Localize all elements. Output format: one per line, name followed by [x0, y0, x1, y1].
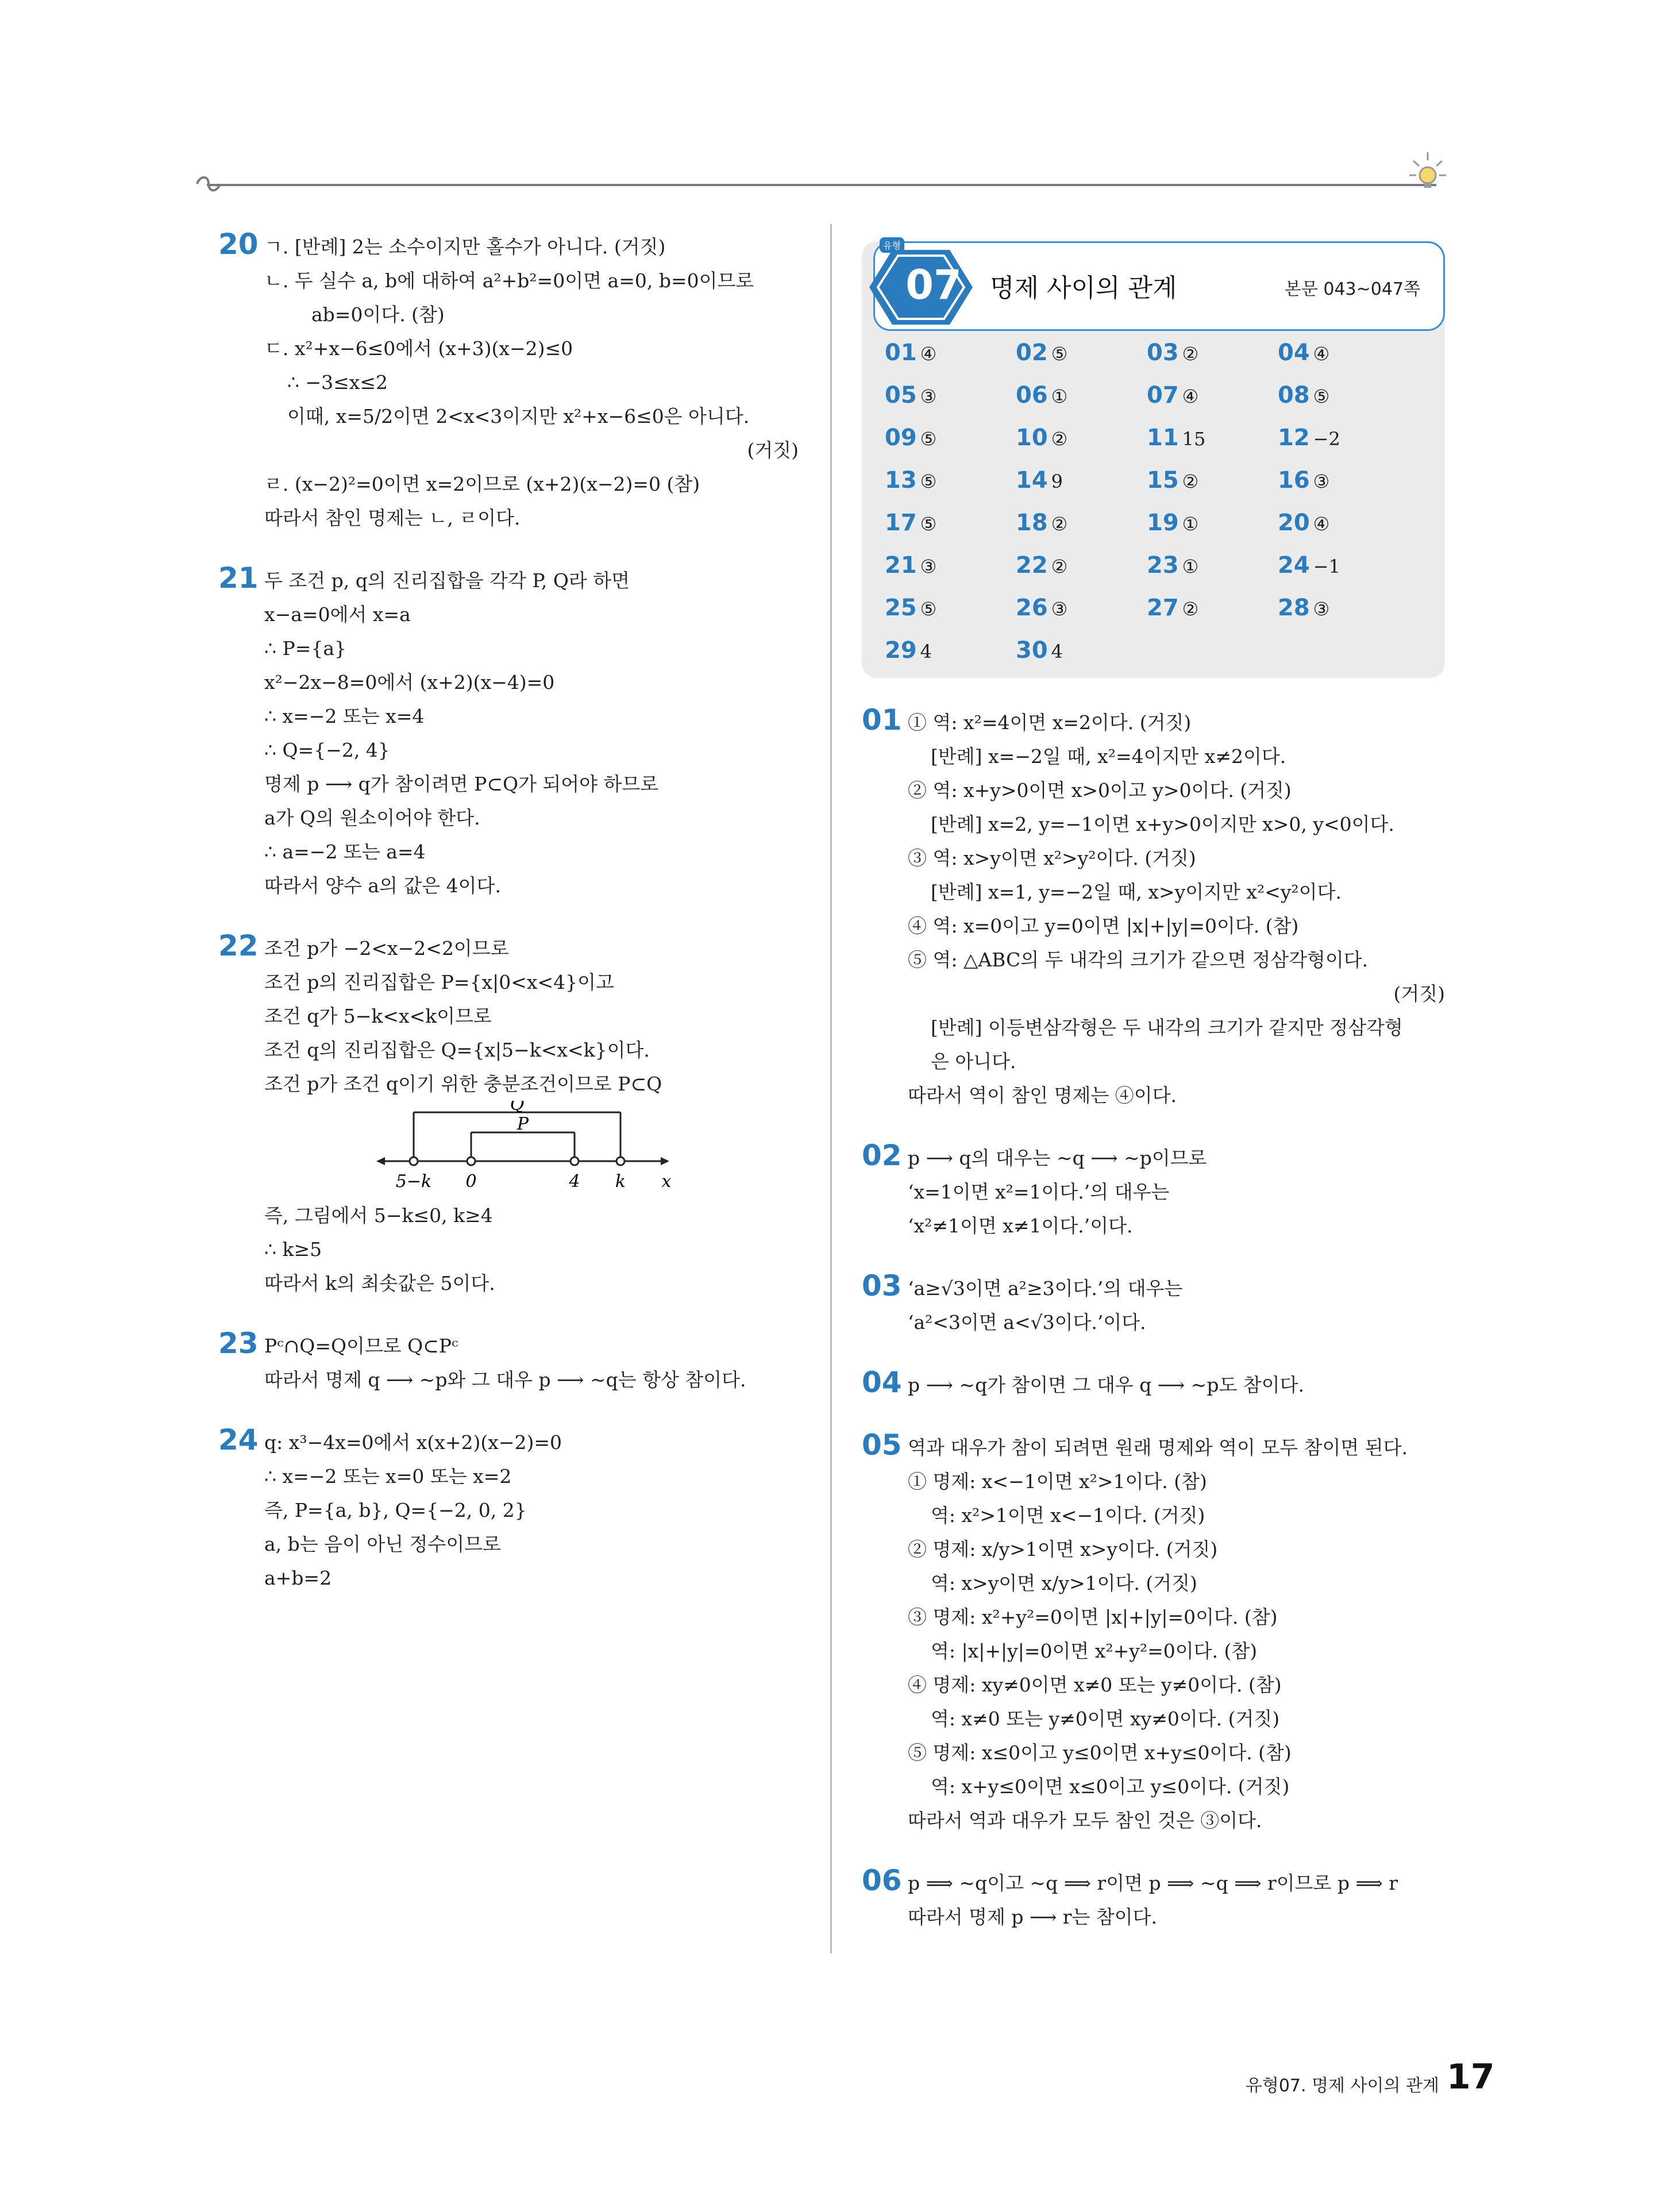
badge-number: 07	[905, 261, 962, 309]
answer-item	[1278, 381, 1329, 410]
answer-number: 05	[885, 382, 917, 409]
answer-item	[1016, 339, 1067, 368]
solution-line: 따라서 명제 p ⟶ r는 참이다.	[908, 1906, 1158, 1928]
answer-item	[1147, 339, 1198, 368]
solution-line: 따라서 k의 최솟값은 5이다.	[264, 1272, 495, 1294]
solution-03	[862, 1271, 1445, 1339]
solution-line: 따라서 명제 q ⟶ ~p와 그 대우 p ⟶ ~q는 항상 참이다.	[264, 1369, 746, 1391]
answer-number: 26	[1016, 595, 1048, 621]
solution-line: 따라서 역이 참인 명제는 ④이다.	[908, 1084, 1177, 1107]
tick-label: 4	[569, 1171, 580, 1192]
answer-item	[1016, 467, 1063, 495]
set-label-q: Q	[510, 1101, 525, 1115]
solution-line: 역: x+y≤0이면 x≤0이고 y≤0이다. (거짓)	[931, 1775, 1290, 1798]
answer-number: 01	[885, 340, 917, 366]
right-column	[862, 230, 1445, 1963]
answer-item	[1016, 552, 1067, 580]
answer-item	[1278, 467, 1329, 495]
page-reference: 본문 043~047쪽	[1284, 279, 1420, 299]
answer-number: 06	[1016, 382, 1048, 409]
axis-arrow-left	[376, 1157, 385, 1165]
solution-line: ab=0이다. (참)	[311, 303, 445, 326]
solution-line: ④ 명제: xy≠0이면 x≠0 또는 y≠0이다. (참)	[908, 1674, 1282, 1696]
solution-24	[218, 1425, 799, 1595]
answer-number: 30	[1016, 637, 1048, 664]
answer-value: ③	[1051, 598, 1068, 620]
solution-line: q: x³−4x=0에서 x(x+2)(x−2)=0	[264, 1431, 562, 1454]
spacer	[218, 535, 799, 564]
answer-number: 17	[885, 510, 917, 536]
column-divider	[830, 224, 832, 1953]
solution-line: ⑤ 역: △ABC의 두 내각의 크기가 같으면 정삼각형이다.	[908, 949, 1369, 971]
answer-value: −1	[1313, 556, 1340, 577]
solution-23	[218, 1329, 799, 1397]
solution-line: 조건 p가 −2<x−2<2이므로	[264, 937, 509, 959]
answer-item	[1147, 381, 1198, 410]
answer-number: 08	[1278, 382, 1310, 409]
answer-value: 9	[1051, 471, 1063, 492]
solution-line: ① 역: x²=4이면 x=2이다. (거짓)	[908, 711, 1192, 734]
solution-line: 이때, x=5/2이면 2<x<3이지만 x²+x−6≤0은 아니다.	[287, 405, 750, 427]
answer-item	[1278, 594, 1329, 623]
answer-item	[885, 509, 936, 538]
open-point	[467, 1157, 475, 1165]
problem-number: 06	[862, 1864, 902, 1897]
solution-01	[862, 703, 1445, 1112]
solution-line: ∴ x=−2 또는 x=0 또는 x=2	[264, 1465, 512, 1487]
answer-item	[1147, 594, 1198, 623]
answer-value: ④	[1313, 513, 1330, 535]
answer-value: ②	[1051, 428, 1068, 450]
section-title: 명제 사이의 관계	[990, 273, 1177, 303]
solution-line: ① 명제: x<−1이면 x²>1이다. (참)	[908, 1470, 1207, 1493]
top-rule	[207, 184, 1436, 186]
solution-line: ‘a≥√3이면 a²≥3이다.’의 대우는	[908, 1277, 1183, 1300]
solution-line: 명제 p ⟶ q가 참이려면 P⊂Q가 되어야 하므로	[264, 773, 659, 795]
solution-line: ∴ P={a}	[264, 637, 347, 660]
solution-line: ㄹ. (x−2)²=0이면 x=2이므로 (x+2)(x−2)=0 (참)	[264, 473, 700, 495]
solution-line: 따라서 역과 대우가 모두 참인 것은 ③이다.	[908, 1809, 1262, 1832]
solution-line: x−a=0에서 x=a	[264, 603, 411, 626]
answer-value: ④	[1313, 343, 1330, 365]
answer-number: 15	[1147, 467, 1179, 494]
solution-22	[218, 931, 799, 1300]
answer-number: 11	[1147, 425, 1179, 451]
answer-value: ④	[920, 343, 937, 365]
answer-number: 18	[1016, 510, 1048, 536]
solution-line: p ⟶ q의 대우는 ~q ⟶ ~p이므로	[908, 1147, 1207, 1169]
problem-number: 02	[862, 1139, 902, 1172]
answer-item	[1016, 637, 1063, 665]
solution-line: 역: x>y이면 x/y>1이다. (거짓)	[931, 1572, 1197, 1594]
open-point	[616, 1157, 625, 1165]
problem-number: 22	[218, 929, 259, 962]
answer-number: 21	[885, 552, 917, 579]
answer-value: ⑤	[920, 428, 937, 450]
answer-item	[885, 637, 932, 665]
answer-item	[885, 467, 936, 495]
answer-value: ③	[1313, 471, 1330, 492]
solution-line: 역: x²>1이면 x<−1이다. (거짓)	[931, 1504, 1205, 1527]
answer-item	[885, 552, 936, 580]
tick-label: k	[615, 1171, 626, 1192]
solution-20	[218, 230, 799, 535]
answer-item	[1278, 424, 1340, 453]
solution-line: ③ 역: x>y이면 x²>y²이다. (거짓)	[908, 847, 1196, 869]
spacer	[218, 903, 799, 931]
answer-box-header	[873, 241, 1445, 331]
solution-line: ④ 역: x=0이고 y=0이면 |x|+|y|=0이다. (참)	[908, 915, 1299, 937]
answer-item	[1278, 339, 1329, 368]
left-column	[218, 230, 799, 1624]
solution-line: (거짓)	[747, 439, 799, 461]
solution-line: (거짓)	[1393, 982, 1445, 1005]
solution-line: ㄱ. [반례] 2는 소수이지만 홀수가 아니다. (거짓)	[264, 236, 666, 258]
set-label-p: P	[516, 1114, 529, 1134]
answer-value: ①	[1182, 513, 1199, 535]
solution-line: ② 역: x+y>0이면 x>0이고 y>0이다. (거짓)	[908, 779, 1292, 801]
answer-value: ③	[1313, 598, 1330, 620]
answer-value: ②	[1051, 556, 1068, 577]
answer-item	[885, 339, 936, 368]
answer-value: ③	[920, 386, 937, 407]
solution-line: ‘x²≠1이면 x≠1이다.’이다.	[908, 1215, 1133, 1237]
spacer	[862, 1934, 1445, 1963]
right-solutions	[862, 703, 1445, 1963]
answer-number: 03	[1147, 340, 1179, 366]
problem-number: 23	[218, 1327, 259, 1360]
problem-number: 21	[218, 561, 259, 595]
solution-line: [반례] x=2, y=−1이면 x+y>0이지만 x>0, y<0이다.	[931, 813, 1394, 835]
answer-item	[885, 424, 936, 453]
answer-number: 22	[1016, 552, 1048, 579]
answer-value: ⑤	[1051, 343, 1068, 365]
answer-item	[1147, 552, 1198, 580]
answer-item	[885, 594, 936, 623]
answer-item	[1016, 594, 1067, 623]
problem-number: 01	[862, 703, 902, 737]
problem-number: 03	[862, 1269, 902, 1302]
solution-line: ∴ Q={−2, 4}	[264, 739, 390, 761]
answer-item	[1147, 509, 1198, 538]
solution-line: ② 명제: x/y>1이면 x>y이다. (거짓)	[908, 1538, 1218, 1560]
answer-box	[862, 241, 1445, 678]
answer-number: 20	[1278, 510, 1310, 536]
spacer	[862, 1243, 1445, 1271]
solution-line: ∴ k≥5	[264, 1238, 322, 1261]
solution-line: a+b=2	[264, 1567, 332, 1589]
answer-item	[1016, 509, 1067, 538]
answer-item	[1278, 509, 1329, 538]
solution-line: 역: x≠0 또는 y≠0이면 xy≠0이다. (거짓)	[931, 1708, 1280, 1730]
solution-line: [반례] x=1, y=−2일 때, x>y이지만 x²<y²이다.	[931, 881, 1342, 903]
problem-number: 24	[218, 1423, 259, 1456]
problem-number: 05	[862, 1428, 902, 1462]
solution-21	[218, 561, 799, 903]
solution-line: ③ 명제: x²+y²=0이면 |x|+|y|=0이다. (참)	[908, 1606, 1278, 1628]
answer-value: ②	[1182, 343, 1199, 365]
answer-value: ⑤	[1313, 386, 1330, 407]
answer-number: 25	[885, 595, 917, 621]
ribbon-icon	[194, 172, 223, 195]
answer-value: 4	[920, 641, 932, 662]
solution-line: ‘x=1이면 x²=1이다.’의 대우는	[908, 1181, 1170, 1203]
answer-value: ③	[920, 556, 937, 577]
answer-number: 10	[1016, 425, 1048, 451]
solution-line: ㄴ. 두 실수 a, b에 대하여 a²+b²=0이면 a=0, b=0이므로	[264, 269, 754, 292]
solution-line: ⑤ 명제: x≤0이고 y≤0이면 x+y≤0이다. (참)	[908, 1741, 1292, 1764]
footer-text: 유형07. 명제 사이의 관계	[1245, 2076, 1439, 2096]
answer-value: 15	[1182, 428, 1206, 450]
spacer	[862, 1112, 1445, 1141]
answer-item	[1147, 467, 1198, 495]
tick-label: 0	[465, 1171, 477, 1192]
page-number: 17	[1447, 2057, 1495, 2097]
answer-value: ②	[1051, 513, 1068, 535]
solution-line: 따라서 참인 명제는 ㄴ, ㄹ이다.	[264, 507, 521, 529]
answer-number: 14	[1016, 467, 1048, 494]
solution-line: 따라서 양수 a의 값은 4이다.	[264, 874, 501, 897]
solution-line: 조건 q의 진리집합은 Q={x|5−k<x<k}이다.	[264, 1039, 650, 1061]
answer-number: 16	[1278, 467, 1310, 494]
solution-05	[862, 1428, 1445, 1837]
open-point	[571, 1157, 579, 1165]
answer-item	[885, 381, 936, 410]
answer-value: ⑤	[920, 598, 937, 620]
solution-line: x²−2x−8=0에서 (x+2)(x−4)=0	[264, 671, 555, 693]
answer-number: 23	[1147, 552, 1179, 579]
answer-item	[1147, 424, 1205, 453]
answer-number: 19	[1147, 510, 1179, 536]
answer-item	[1016, 381, 1067, 410]
answer-value: ⑤	[920, 471, 937, 492]
solution-line: ‘a²<3이면 a<√3이다.’이다.	[908, 1311, 1146, 1334]
answer-number: 12	[1278, 425, 1310, 451]
solution-line: Pᶜ∩Q=Q이므로 Q⊂Pᶜ	[264, 1335, 458, 1357]
problem-number: 04	[862, 1366, 902, 1399]
solution-line: ㄷ. x²+x−6≤0에서 (x+3)(x−2)≤0	[264, 337, 573, 360]
answer-value: ②	[1182, 471, 1199, 492]
spacer	[218, 1397, 799, 1425]
answer-item	[1016, 424, 1067, 453]
solution-line: 조건 q가 5−k<x<k이므로	[264, 1005, 492, 1027]
open-point	[410, 1157, 418, 1165]
answer-number: 27	[1147, 595, 1179, 621]
answer-number: 13	[885, 467, 917, 494]
answer-value: ②	[1182, 598, 1199, 620]
lightbulb-icon	[1408, 147, 1448, 198]
solution-line: [반례] 이등변삼각형은 두 내각의 크기가 같지만 정삼각형	[931, 1016, 1403, 1039]
problem-number: 20	[218, 228, 259, 261]
spacer	[862, 1837, 1445, 1866]
solution-line: ∴ x=−2 또는 x=4	[264, 705, 425, 727]
answer-number: 07	[1147, 382, 1179, 409]
answer-item	[1278, 552, 1340, 580]
spacer	[862, 1339, 1445, 1368]
solution-04	[862, 1368, 1445, 1402]
solution-line: p ⟶ ~q가 참이면 그 대우 q ⟶ ~p도 참이다.	[908, 1374, 1304, 1396]
tick-label: 5−k	[395, 1171, 432, 1192]
solution-line: a가 Q의 원소이어야 한다.	[264, 807, 480, 829]
answer-number: 28	[1278, 595, 1310, 621]
badge-label: 유형	[880, 237, 904, 253]
answer-value: ⑤	[920, 513, 937, 535]
spacer	[218, 1595, 799, 1624]
spacer	[218, 1300, 799, 1329]
number-line-svg	[264, 1101, 839, 1199]
answer-number: 29	[885, 637, 917, 664]
tick-label: x	[661, 1171, 672, 1192]
solution-line: ∴ a=−2 또는 a=4	[264, 841, 426, 863]
spacer	[862, 1402, 1445, 1431]
solution-line: 은 아니다.	[931, 1050, 1016, 1073]
solution-line: a, b는 음이 아닌 정수이므로	[264, 1533, 502, 1555]
answer-value: 4	[1051, 641, 1063, 662]
solution-line: p ⟹ ~q이고 ~q ⟹ r이면 p ⟹ ~q ⟹ r이므로 p ⟹ r	[908, 1872, 1398, 1894]
solution-02	[862, 1141, 1445, 1243]
solution-line: 즉, P={a, b}, Q={−2, 0, 2}	[264, 1499, 527, 1521]
solution-line: 즉, 그림에서 5−k≤0, k≥4	[264, 1204, 493, 1227]
solution-line: [반례] x=−2일 때, x²=4이지만 x≠2이다.	[931, 745, 1286, 768]
answer-number: 09	[885, 425, 917, 451]
solution-line: 두 조건 p, q의 진리집합을 각각 P, Q라 하면	[264, 569, 630, 592]
solution-line: ∴ −3≤x≤2	[287, 371, 388, 394]
solution-line: 역: |x|+|y|=0이면 x²+y²=0이다. (참)	[931, 1640, 1258, 1662]
answer-value: −2	[1313, 428, 1340, 450]
answer-number: 24	[1278, 552, 1310, 579]
solution-06	[862, 1866, 1445, 1934]
answer-number: 04	[1278, 340, 1310, 366]
solution-line: 조건 p의 진리집합은 P={x|0<x<4}이고	[264, 971, 614, 993]
answer-value: ①	[1051, 386, 1068, 407]
answer-number: 02	[1016, 340, 1048, 366]
axis-arrow-right	[661, 1157, 669, 1165]
answer-value: ④	[1182, 386, 1199, 407]
solution-line: 조건 p가 조건 q이기 위한 충분조건이므로 P⊂Q	[264, 1073, 662, 1095]
number-line-diagram	[264, 1101, 839, 1199]
solution-line: 역과 대우가 참이 되려면 원래 명제와 역이 모두 참이면 된다.	[908, 1436, 1408, 1459]
answer-value: ①	[1182, 556, 1199, 577]
